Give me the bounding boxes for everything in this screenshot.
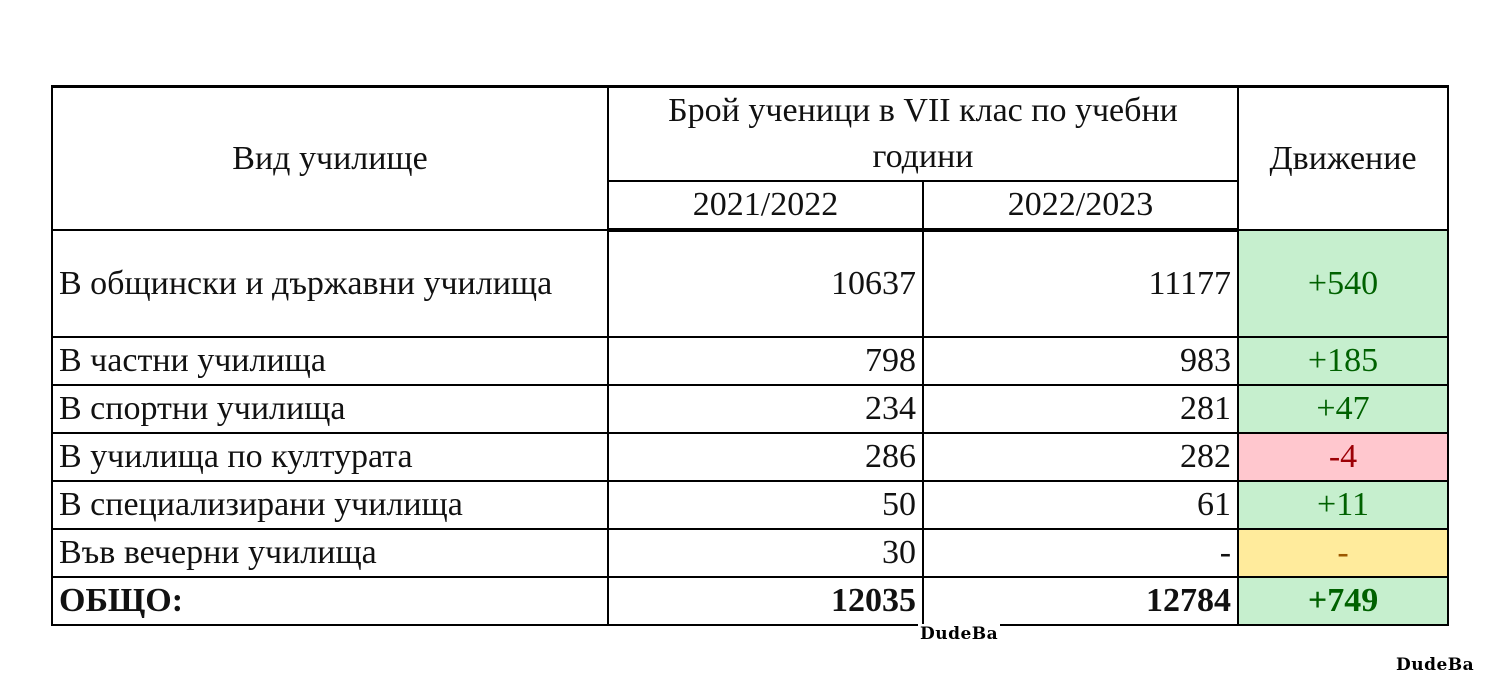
change-value: +185 (1238, 337, 1448, 385)
row-label: В спортни училища (52, 385, 608, 433)
header-student-count: Брой ученици в VII клас по учебни години (608, 87, 1238, 182)
table-row (52, 529, 1448, 577)
total-2021-2022: 12035 (608, 577, 923, 625)
value-2022-2023: 282 (923, 433, 1238, 481)
row-label: В общински и държавни училища (52, 230, 608, 337)
row-label: В специализирани училища (52, 481, 608, 529)
watermark-corner: DudeBa (1396, 655, 1475, 675)
table-row (52, 433, 1448, 481)
watermark-inline: DudeBa (920, 624, 999, 644)
total-label: ОБЩО: (52, 577, 608, 625)
total-2022-2023: 12784 (923, 577, 1238, 625)
change-value: +11 (1238, 481, 1448, 529)
header-year-2022-2023: 2022/2023 (923, 181, 1238, 230)
row-label: В училища по културата (52, 433, 608, 481)
value-2021-2022: 50 (608, 481, 923, 529)
table-row (52, 481, 1448, 529)
header-school-type: Вид училище (52, 87, 608, 231)
header-change: Движение (1238, 87, 1448, 231)
change-value: +47 (1238, 385, 1448, 433)
row-label: Във вечерни училища (52, 529, 608, 577)
value-2022-2023: 983 (923, 337, 1238, 385)
header-year-2021-2022: 2021/2022 (608, 181, 923, 230)
change-value: +540 (1238, 230, 1448, 337)
value-2021-2022: 286 (608, 433, 923, 481)
table-row (52, 385, 1448, 433)
total-change: +749 (1238, 577, 1448, 625)
value-2021-2022: 10637 (608, 230, 923, 337)
change-value: - (1238, 529, 1448, 577)
value-2022-2023: 61 (923, 481, 1238, 529)
value-2021-2022: 798 (608, 337, 923, 385)
row-label: В частни училища (52, 337, 608, 385)
students-table (51, 85, 1449, 626)
change-value: -4 (1238, 433, 1448, 481)
value-2021-2022: 234 (608, 385, 923, 433)
total-row (52, 577, 1448, 625)
value-2022-2023: - (923, 529, 1238, 577)
value-2022-2023: 281 (923, 385, 1238, 433)
value-2022-2023: 11177 (923, 230, 1238, 337)
table-row (52, 230, 1448, 337)
value-2021-2022: 30 (608, 529, 923, 577)
table-row (52, 337, 1448, 385)
